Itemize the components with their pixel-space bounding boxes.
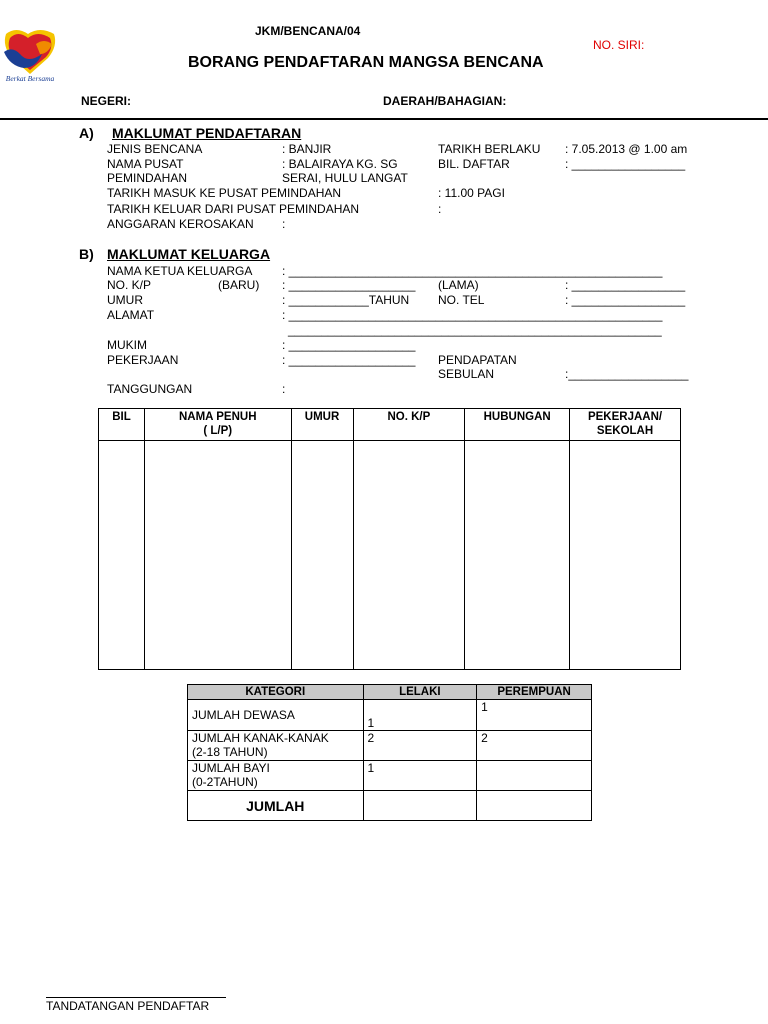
mukim-label: MUKIM bbox=[107, 338, 147, 352]
family-members-table bbox=[98, 408, 681, 670]
section-a-letter: A) bbox=[79, 125, 94, 141]
col-category-header: KATEGORI bbox=[188, 685, 364, 700]
col-female-header: PEREMPUAN bbox=[477, 685, 592, 700]
date-out-label: TARIKH KELUAR DARI PUSAT PEMINDAHAN bbox=[107, 202, 360, 216]
female-adults[interactable]: 1 bbox=[477, 700, 592, 731]
damage-field[interactable]: : bbox=[282, 217, 286, 231]
register-no-field[interactable]: : _________________ bbox=[565, 157, 686, 171]
col-male-header: LELAKI bbox=[363, 685, 477, 700]
summary-table bbox=[187, 684, 592, 821]
cell-occupation[interactable] bbox=[570, 441, 681, 670]
signature-label: TANDATANGAN PENDAFTAR bbox=[46, 999, 210, 1013]
ic-old-field[interactable]: : _________________ bbox=[565, 278, 686, 292]
male-adults[interactable]: 1 bbox=[363, 700, 477, 731]
cell-bil[interactable] bbox=[99, 441, 145, 670]
center-label-line2: PEMINDAHAN bbox=[107, 171, 188, 185]
form-title: BORANG PENDAFTARAN MANGSA BENCANA bbox=[188, 54, 544, 71]
date-out-field[interactable]: : bbox=[438, 202, 442, 216]
serial-number-label: NO. SIRI: bbox=[593, 38, 645, 52]
head-name-label: NAMA KETUA KELUARGA bbox=[107, 264, 253, 278]
date-in-value: : 11.00 PAGI bbox=[438, 186, 505, 200]
female-infants[interactable] bbox=[477, 761, 592, 791]
signature-line[interactable] bbox=[46, 997, 226, 998]
category-adults: JUMLAH DEWASA bbox=[188, 700, 364, 731]
disaster-type-value: : BANJIR bbox=[282, 142, 332, 156]
header-divider bbox=[0, 118, 768, 120]
effective-date-value: : 7.05.2013 @ 1.00 am bbox=[565, 142, 688, 156]
summary-header-row bbox=[188, 685, 592, 700]
col-occupation-header: PEKERJAAN/ SEKOLAH bbox=[570, 409, 681, 441]
phone-label: NO. TEL bbox=[438, 293, 485, 307]
mukim-field[interactable]: : ___________________ bbox=[282, 338, 416, 352]
damage-label: ANGGARAN KEROSAKAN bbox=[107, 217, 254, 231]
section-b-letter: B) bbox=[79, 246, 94, 262]
summary-row-total bbox=[188, 791, 592, 821]
job-label: PEKERJAAN bbox=[107, 353, 179, 367]
male-total[interactable] bbox=[363, 791, 477, 821]
col-ic-header: NO. K/P bbox=[353, 409, 465, 441]
section-a-heading: MAKLUMAT PENDAFTARAN bbox=[112, 125, 302, 141]
age-label: UMUR bbox=[107, 293, 143, 307]
male-infants[interactable]: 1 bbox=[363, 761, 477, 791]
address-label: ALAMAT bbox=[107, 308, 155, 322]
col-relationship-header: HUBUNGAN bbox=[465, 409, 570, 441]
address-field-line1[interactable]: : ________________________________________________________ bbox=[282, 308, 663, 322]
effective-date-label: TARIKH BERLAKU bbox=[438, 142, 541, 156]
members-table-body-row[interactable] bbox=[99, 441, 681, 670]
col-bil-header: BIL bbox=[99, 409, 145, 441]
phone-field[interactable]: : _________________ bbox=[565, 293, 686, 307]
cell-ic[interactable] bbox=[353, 441, 465, 670]
cell-full-name[interactable] bbox=[144, 441, 291, 670]
center-label-line1: NAMA PUSAT bbox=[107, 157, 184, 171]
category-infants: JUMLAH BAYI (0-2TAHUN) bbox=[188, 761, 364, 791]
disaster-type-label: JENIS BENCANA bbox=[107, 142, 203, 156]
address-field-line2[interactable]: ________________________________________________________ bbox=[288, 323, 662, 337]
summary-row-adults bbox=[188, 700, 592, 731]
dependents-field[interactable]: : bbox=[282, 382, 286, 396]
ic-new-field[interactable]: : ___________________ bbox=[282, 278, 416, 292]
col-full-name-header: NAMA PENUH ( L/P) bbox=[144, 409, 291, 441]
female-children[interactable]: 2 bbox=[477, 731, 592, 761]
cell-age[interactable] bbox=[291, 441, 353, 670]
section-b-heading: MAKLUMAT KELUARGA bbox=[107, 246, 271, 262]
summary-row-children bbox=[188, 731, 592, 761]
income-label-line2: SEBULAN bbox=[438, 367, 495, 381]
summary-row-infants bbox=[188, 761, 592, 791]
berkat-bersama-logo bbox=[2, 24, 58, 84]
logo-text: Berkat Bersama bbox=[5, 74, 55, 83]
center-value-line1: : BALAIRAYA KG. SG bbox=[282, 157, 398, 171]
district-label: DAERAH/BAHAGIAN: bbox=[383, 94, 507, 108]
total-label: JUMLAH bbox=[188, 791, 364, 821]
ic-old-label: (LAMA) bbox=[438, 278, 479, 292]
col-age-header: UMUR bbox=[291, 409, 353, 441]
register-no-label: BIL. DAFTAR bbox=[438, 157, 510, 171]
center-value-line2: SERAI, HULU LANGAT bbox=[282, 171, 408, 185]
date-in-label: TARIKH MASUK KE PUSAT PEMINDAHAN bbox=[107, 186, 342, 200]
income-label-line1: PENDAPATAN bbox=[438, 353, 517, 367]
male-children[interactable]: 2 bbox=[363, 731, 477, 761]
form-code: JKM/BENCANA/04 bbox=[255, 24, 361, 38]
state-label: NEGERI: bbox=[81, 94, 132, 108]
cell-relationship[interactable] bbox=[465, 441, 570, 670]
ic-new-label: (BARU) bbox=[218, 278, 260, 292]
income-field[interactable]: :__________________ bbox=[565, 367, 689, 381]
members-table-header-row bbox=[99, 409, 681, 441]
category-children: JUMLAH KANAK-KANAK (2-18 TAHUN) bbox=[188, 731, 364, 761]
head-name-field[interactable]: : ________________________________________________________ bbox=[282, 264, 663, 278]
female-total[interactable] bbox=[477, 791, 592, 821]
dependents-label: TANGGUNGAN bbox=[107, 382, 193, 396]
ic-label: NO. K/P bbox=[107, 278, 152, 292]
job-field[interactable]: : ___________________ bbox=[282, 353, 416, 367]
age-field[interactable]: : ____________TAHUN bbox=[282, 293, 410, 307]
